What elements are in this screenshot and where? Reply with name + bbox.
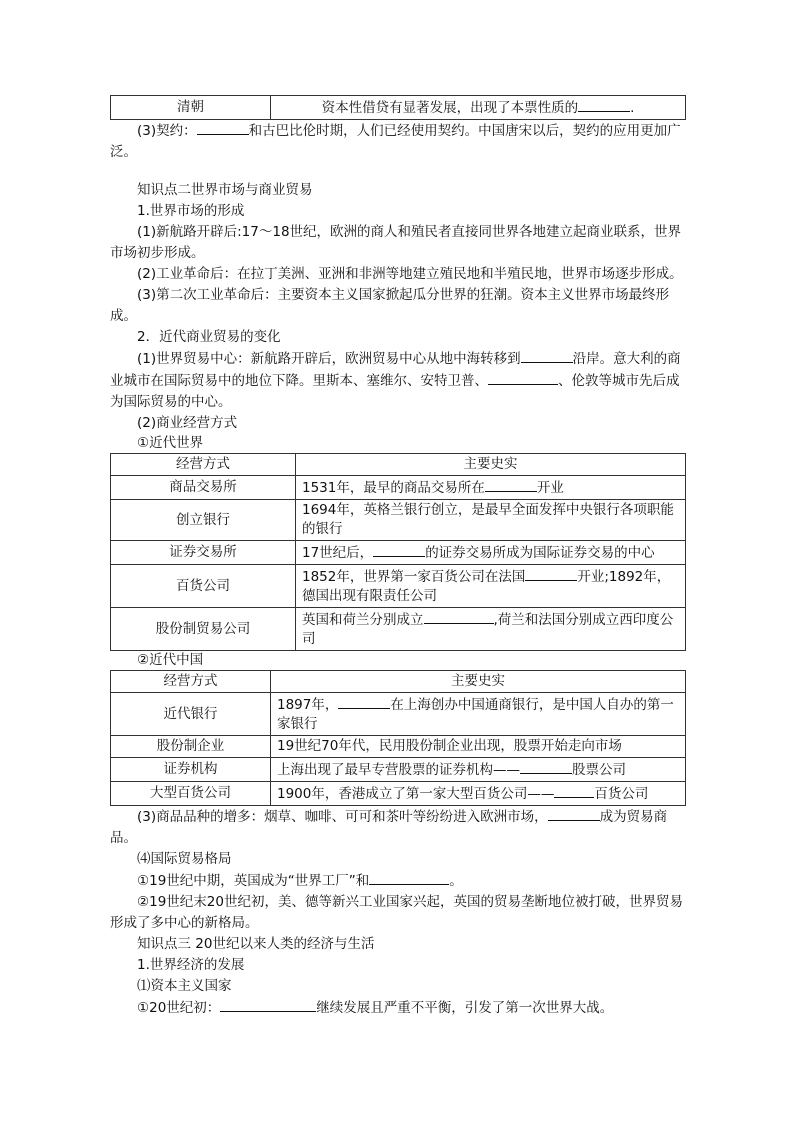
fill-blank[interactable] (520, 759, 572, 774)
table-label: ①近代世界 (137, 435, 204, 451)
document-page (110, 95, 686, 1019)
fill-blank[interactable] (197, 120, 249, 135)
paragraph: ①19世纪中期，英国成为“世界工厂”和 。 (110, 870, 686, 892)
fill-blank[interactable] (373, 542, 425, 557)
table-row (111, 608, 686, 651)
table-cell: 证券机构 (111, 758, 271, 782)
section-title: 知识点三 20世纪以来人类的经济与生活 (137, 936, 375, 952)
table-cell: 大型百货公司 (111, 782, 271, 806)
fill-blank[interactable] (554, 783, 594, 798)
fill-blank[interactable] (521, 348, 573, 363)
table-cell: 1900年，香港成立了第一家大型百货公司—— 百货公司 (271, 782, 686, 806)
table-cell: 股份制企业 (111, 736, 271, 758)
table-row (111, 500, 686, 541)
fill-blank[interactable] (548, 806, 600, 821)
table-header-cell: 主要史实 (296, 454, 686, 476)
table-row (111, 693, 686, 736)
table-cell: 股份制贸易公司 (111, 608, 296, 651)
table-header-cell: 经营方式 (111, 454, 296, 476)
table-cell: 上海出现了最早专营股票的证券机构—— 股票公司 (271, 758, 686, 782)
paragraph: (1)新航路开辟后:17～18世纪，欧洲的商人和殖民者直接同世界各地建立起商业联系，世界市场初步形成。 (110, 224, 682, 261)
paragraph: ⑷国际贸易格局 (137, 851, 232, 867)
subsection-title: 1.世界市场的形成 (137, 203, 245, 219)
fill-blank[interactable] (220, 997, 316, 1012)
table-cell: 19世纪70年代，民用股份制企业出现，股票开始走向市场 (271, 736, 686, 758)
paragraph: (3)商品品种的增多：烟草、咖啡、可可和茶叶等纷纷进入欧洲市场， 成为贸易商品。 (110, 806, 686, 849)
table-cell: 资本性借贷有显著发展，出现了本票性质的 . (271, 96, 686, 120)
paragraph: ⑴资本主义国家 (137, 978, 232, 994)
table-cell: 1852年，世界第一家百货公司在法国 开业;1892年，德国出现有限责任公司 (296, 565, 686, 608)
table-cell: 证券交易所 (111, 541, 296, 565)
table-header-cell: 主要史实 (271, 671, 686, 693)
table-cell: 1531年，最早的商品交易所在 开业 (296, 476, 686, 500)
table-row (111, 758, 686, 782)
table-cell: 清朝 (111, 96, 271, 120)
paragraph: (2)商业经营方式 (137, 415, 238, 431)
world-table (110, 453, 686, 651)
subsection-title: 2．近代商业贸易的变化 (137, 329, 281, 345)
fill-blank[interactable] (424, 609, 494, 624)
table-cell: 近代银行 (111, 693, 271, 736)
table-cell: 1694年，英格兰银行创立，是最早全面发挥中央银行各项职能的银行 (296, 500, 686, 541)
table-row (111, 96, 686, 120)
fill-blank[interactable] (369, 870, 449, 885)
paragraph: ①20世纪初： 继续发展且严重不平衡，引发了第一次世界大战。 (110, 997, 686, 1019)
table-header-row (111, 454, 686, 476)
table-cell: 商品交易所 (111, 476, 296, 500)
table-cell: 17世纪后， 的证券交易所成为国际证券交易的中心 (296, 541, 686, 565)
table-row (111, 476, 686, 500)
table-row (111, 565, 686, 608)
table-cell: 百货公司 (111, 565, 296, 608)
table-row (111, 782, 686, 806)
fill-blank[interactable] (485, 477, 537, 492)
fill-blank[interactable] (578, 97, 630, 112)
table-cell: 英国和荷兰分别成立 ,荷兰和法国分别成立西印度公司 (296, 608, 686, 651)
table-cell: 1897年， 在上海创办中国通商银行，是中国人自办的第一家银行 (271, 693, 686, 736)
top-table (110, 95, 686, 120)
paragraph: (2)工业革命后：在拉丁美洲、亚洲和非洲等地建立殖民地和半殖民地，世界市场逐步形成。 (137, 266, 683, 282)
subsection-title: 1.世界经济的发展 (137, 957, 245, 973)
fill-blank[interactable] (488, 370, 558, 385)
table-cell: 创立银行 (111, 500, 296, 541)
china-table (110, 670, 686, 806)
table-label: ②近代中国 (137, 652, 204, 668)
fill-blank[interactable] (525, 566, 577, 581)
table-header-cell: 经营方式 (111, 671, 271, 693)
table-row (111, 541, 686, 565)
fill-blank[interactable] (338, 694, 390, 709)
paragraph: (3)契约： 和古巴比伦时期，人们已经使用契约。中国唐宋以后，契约的应用更加广泛。 (110, 120, 686, 163)
table-row (111, 736, 686, 758)
table-header-row (111, 671, 686, 693)
section-title: 知识点二世界市场与商业贸易 (137, 182, 313, 198)
paragraph: (3)第二次工业革命后：主要资本主义国家掀起瓜分世界的狂潮。资本主义世界市场最终形成。 (110, 287, 670, 324)
paragraph: (1)世界贸易中心：新航路开辟后，欧洲贸易中心从地中海转移到 沿岸。意大利的商业城市在国际贸易中的地位下降。里斯本、塞维尔、安特卫普、 、伦敦等城市先后成为国际贸易的中心。 (110, 348, 686, 413)
paragraph: ②19世纪末20世纪初，美、德等新兴工业国家兴起，英国的贸易垄断地位被打破，世界贸易形成了多中心的新格局。 (110, 894, 683, 931)
